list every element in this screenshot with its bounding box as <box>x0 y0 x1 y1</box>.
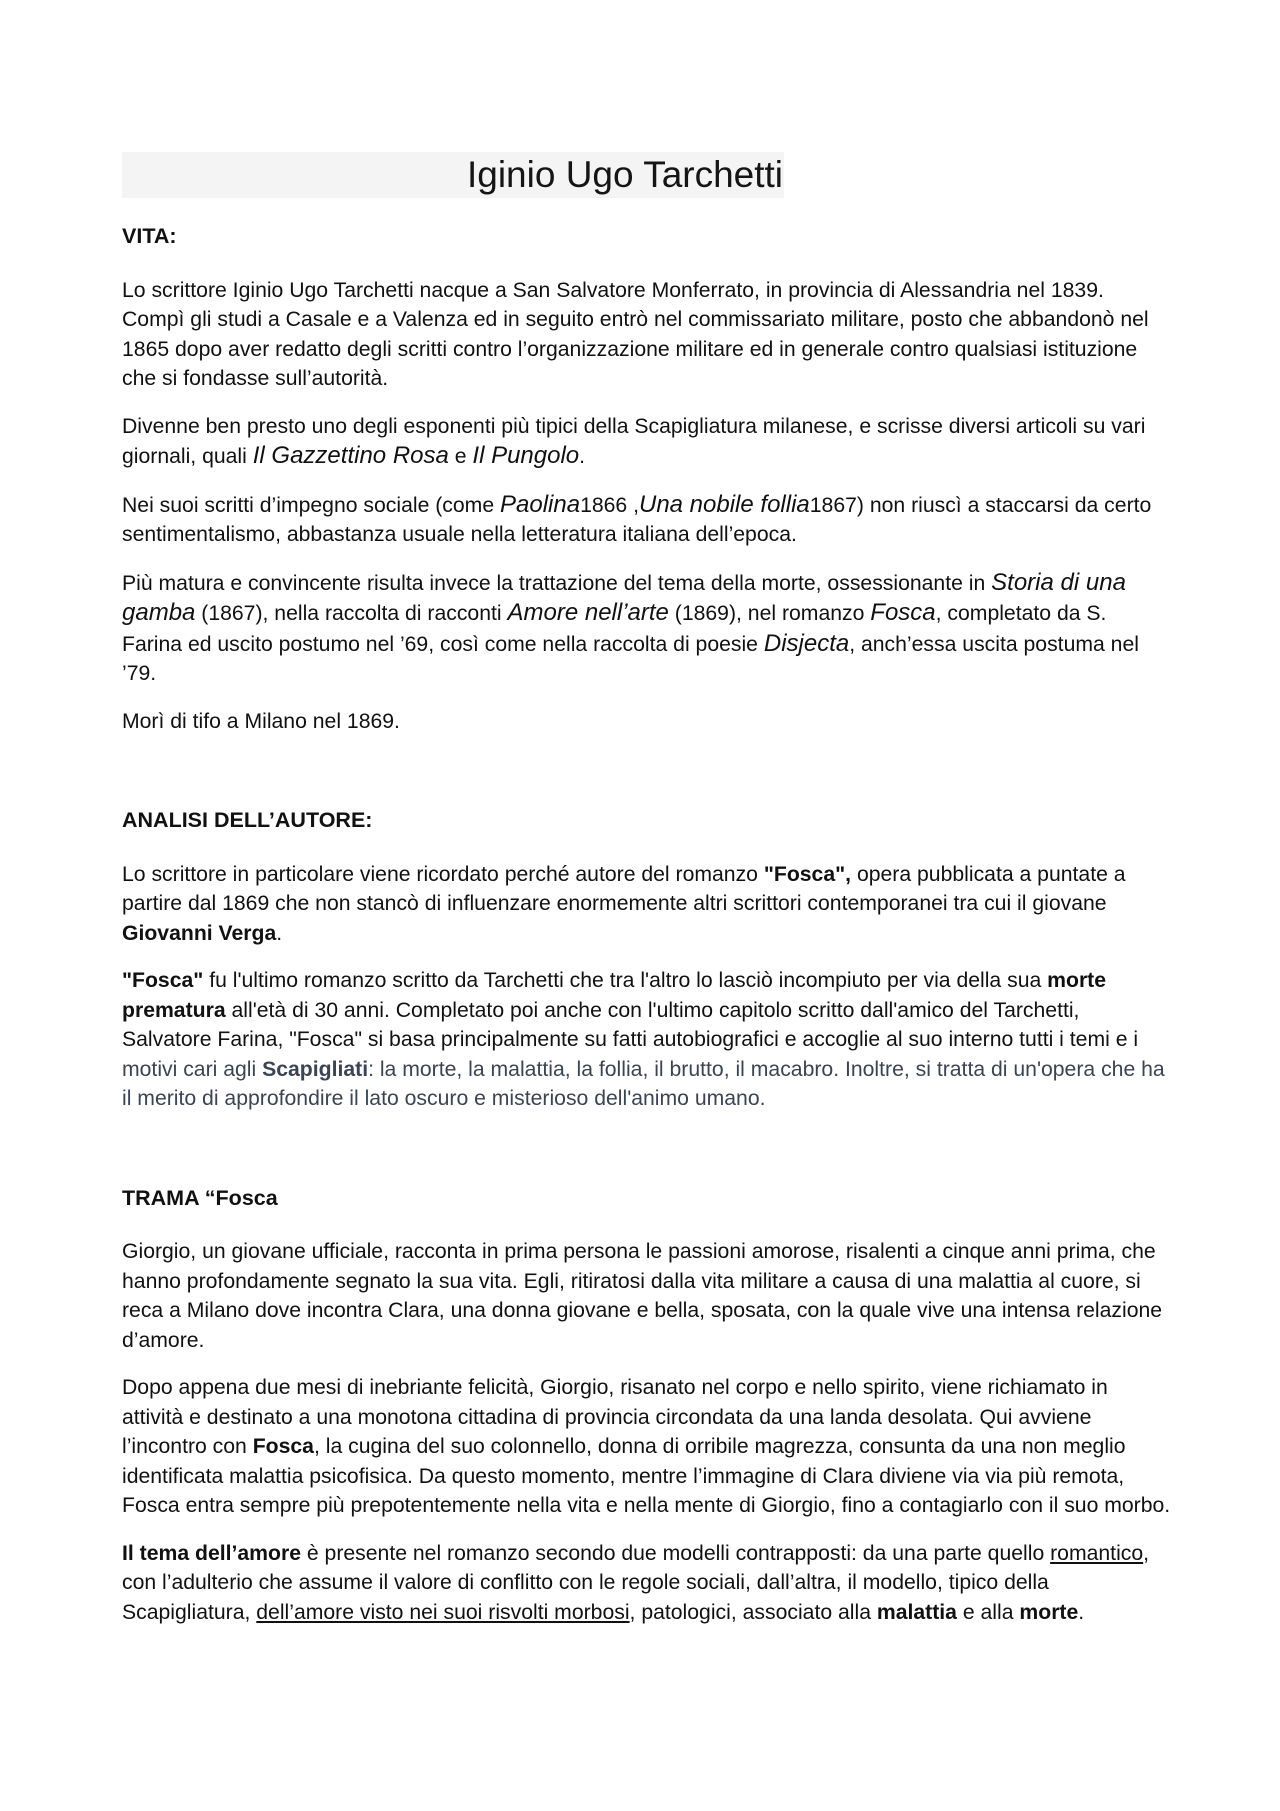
section-heading-trama: TRAMA “Fosca <box>122 1185 278 1210</box>
document-body <box>122 222 1172 1645</box>
work-title: Una nobile follia <box>638 490 810 518</box>
paragraph: "Fosca" fu l'ultimo romanzo scritto da Tarchetti che tra l'altro lo lasciò incompiuto per via della sua morte prematura all'età di 30 anni. Completato poi anche con l'ultimo capitolo scritto dall'amico del Tarchetti, Salvatore Farina, "Fosca" si basa principalmente su fatti autobiografici e accoglie al suo interno tutti i temi e i motivi cari agli Scapigliati: la morte, la malattia, la follia, il brutto, il macabro. Inoltre, si tratta di un'opera che ha il merito di approfondire il lato oscuro e misterioso dell'animo umano. <box>122 969 1165 1110</box>
section-heading-analisi: ANALISI DELL’AUTORE: <box>122 808 373 832</box>
paragraph: Dopo appena due mesi di inebriante felicità, Giorgio, risanato nel corpo e nello spirito, viene richiamato in attività e destinato a una monotona cittadina di provincia circondata da una landa desolata. Qui avviene l’incontro con Fosca, la cugina del suo colonnello, donna di orribile magrezza, consunta da una non meglio identificata malattia psicofisica. Da questo momento, mentre l’immagine di Clara diviene via via più remota, Fosca entra sempre più prepotentemente nella vita e nella mente di Giorgio, fino a contagiarlo con il suo morbo. <box>122 1376 1171 1517</box>
work-title: Il Pungolo <box>472 442 580 469</box>
work-title: Paolina <box>500 490 581 518</box>
paragraph: Giorgio, un giovane ufficiale, racconta in prima persona le passioni amorose, risalenti a cinque anni prima, che hanno profondamente segnato la sua vita. Egli, ritiratosi dalla vita militare a causa di una malattia al cuore, si reca a Milano dove incontra Clara, una donna giovane e bella, sposata, con la quale vive una intensa relazione d’amore. <box>122 1240 1163 1352</box>
paragraph: Nei suoi scritti d’impegno sociale (come Paolina1866 ,Una nobile follia1867) non riuscì a staccarsi da certo sentimentalismo, abbastanza usuale nella letteratura italiana dell’epoca. <box>122 490 1152 546</box>
paragraph: Lo scrittore in particolare viene ricordato perché autore del romanzo "Fosca", opera pubblicata a puntate a partire dal 1869 che non stancò di influenzare enormemente altri scrittori contemporanei tra cui il giovane Giovanni Verga. <box>122 862 1126 945</box>
paragraph: Divenne ben presto uno degli esponenti più tipici della Scapigliatura milanese, e scrisse diversi articoli su vari giornali, quali Il Gazzettino Rosa e Il Pungolo. <box>122 414 1146 469</box>
work-title: Amore nell’arte <box>507 599 669 626</box>
paragraph: Il tema dell’amore è presente nel romanzo secondo due modelli contrapposti: da una parte quello romantico, con l’adulterio che assume il valore di conflitto con le regole sociali, dall’altra, il modello, tipico della Scapigliatura, dell’amore visto nei suoi risvolti morbosi, patologici, associato alla malattia e alla morte. <box>122 1541 1150 1624</box>
page-title: Iginio Ugo Tarchetti <box>466 154 784 195</box>
section-heading-vita: VITA: <box>122 224 177 248</box>
paragraph: Lo scrittore Iginio Ugo Tarchetti nacque a San Salvatore Monferrato, in provincia di Alessandria nel 1839. Compì gli studi a Casale e a Valenza ed in seguito entrò nel commissariato militare, posto che abbandonò nel 1865 dopo aver redatto degli scritti contro l’organizzazione militare ed in generale contro qualsiasi istituzione che si fondasse sull’autorità. <box>122 278 1149 390</box>
work-title: Disjecta <box>763 629 850 657</box>
work-title: Storia di una gamba <box>122 568 1126 626</box>
work-title: Fosca <box>870 599 936 626</box>
paragraph: Più matura e convincente risulta invece la trattazione del tema della morte, ossessionante in Storia di una gamba (1867), nella raccolta di racconti Amore nell’arte (1869), nel romanzo Fosca, completato da S. Farina ed uscito postumo nel ’69, così come nella raccolta di poesie Disjecta, anch’essa uscita postuma nel ’79. <box>122 568 1139 685</box>
paragraph: Morì di tifo a Milano nel 1869. <box>122 709 400 733</box>
work-title: Il Gazzettino Rosa <box>252 442 449 469</box>
